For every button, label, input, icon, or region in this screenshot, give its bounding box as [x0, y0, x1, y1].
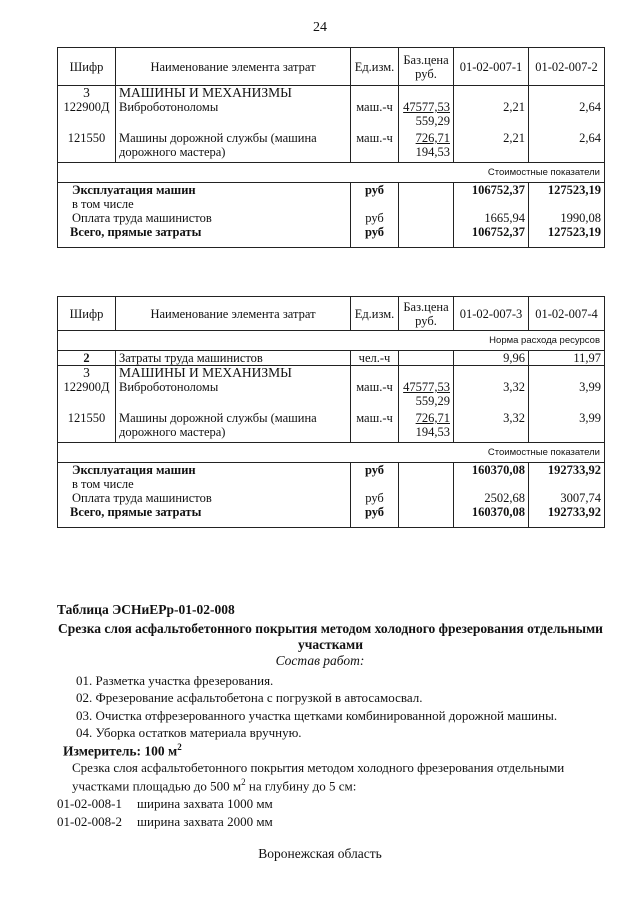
- table-header-row: [58, 297, 605, 331]
- col-header-name: Наименование элемента затрат: [116, 48, 351, 86]
- section-row: [58, 86, 605, 101]
- summary-row-exploitation: Эксплуатация машин руб 106752,37 127523,19: [58, 183, 605, 198]
- col-header-price: Баз.цена руб.: [399, 48, 454, 86]
- summary-row-operator-pay: Оплата труда машинистов руб 1665,94 1990,08: [58, 211, 605, 225]
- summary-row-including: в том числе: [58, 477, 605, 491]
- section-title: МАШИНЫ И МЕХАНИЗМЫ: [116, 86, 351, 101]
- measure-unit: Измеритель: 100 $м^2$: [63, 742, 182, 759]
- section-title: МАШИНЫ И МЕХАНИЗМЫ: [116, 366, 351, 381]
- summary-row-including: в том числе: [58, 197, 605, 211]
- col-header-rate-4: 01-02-007-4: [529, 297, 605, 331]
- section-code: 3: [58, 366, 116, 381]
- cost-indicators-band: Стоимостные показатели: [58, 443, 605, 463]
- summary-row-operator-pay: Оплата труда машинистов руб 2502,68 3007,74: [58, 491, 605, 505]
- work-item: 02. Фрезерование асфальтобетона с погрузкой в автосамосвал.: [76, 690, 423, 705]
- table-row: 121550 Машины дорожной службы (машина дорожного мастера) маш.-ч 726,71 194,53 2,21 2,64: [58, 128, 605, 163]
- summary-row-total: Всего, прямые затраты руб 160370,08 192733,92: [58, 505, 605, 528]
- table-title: Таблица ЭСНиЕРр-01-02-008: [57, 602, 235, 617]
- col-header-rate-3: 01-02-007-3: [454, 297, 529, 331]
- work-item: 03. Очистка отфрезерованного участка щетками комбинированной дорожной машины.: [76, 708, 558, 723]
- page-number: 24: [313, 20, 327, 35]
- col-header-name: Наименование элемента затрат: [116, 297, 351, 331]
- price-code: 01-02-008-2: [57, 814, 122, 829]
- col-header-code: Шифр: [58, 297, 116, 331]
- table-row: 122900Д Виброботоноломы маш.-ч 47577,53 559,29 3,32 3,99: [58, 380, 605, 408]
- page-footer: Воронежская область: [258, 846, 382, 861]
- section-code: 3: [58, 86, 116, 101]
- resource-table-1: [57, 47, 605, 248]
- band-row: [58, 443, 605, 463]
- band-row: [58, 331, 605, 351]
- price-description: ширина захвата 2000 мм: [137, 814, 273, 829]
- band-row: [58, 163, 605, 183]
- table-row: 121550 Машины дорожной службы (машина дорожного мастера) маш.-ч 726,71 194,53 3,32 3,99: [58, 408, 605, 443]
- resource-table-2: [57, 296, 605, 528]
- price-description: ширина захвата 1000 мм: [137, 796, 273, 811]
- price-code: 01-02-008-1: [57, 796, 122, 811]
- section-row: [58, 366, 605, 381]
- col-header-unit: Ед.изм.: [351, 297, 399, 331]
- table-header-row: [58, 48, 605, 86]
- summary-row-exploitation: Эксплуатация машин руб 160370,08 192733,92: [58, 463, 605, 478]
- col-header-price: Баз.цена руб.: [399, 297, 454, 331]
- resource-norm-band: Норма расхода ресурсов: [58, 331, 605, 351]
- col-header-rate-1: 01-02-007-1: [454, 48, 529, 86]
- table-row: 122900Д Виброботоноломы маш.-ч 47577,53 559,29 2,21 2,64: [58, 100, 605, 128]
- cost-indicators-band: Стоимостные показатели: [58, 163, 605, 183]
- composition-heading: Состав работ:: [275, 653, 365, 668]
- col-header-rate-2: 01-02-007-2: [529, 48, 605, 86]
- work-description: Срезка слоя асфальтобетонного покрытия методом холодного фрезерования отдельными участками площадью до 500 $м^2$ на глубину до 5 см:: [72, 760, 565, 794]
- summary-row-total: Всего, прямые затраты руб 106752,37 127523,19: [58, 225, 605, 248]
- work-item: 04. Уборка остатков материала вручную.: [76, 725, 302, 740]
- col-header-code: Шифр: [58, 48, 116, 86]
- labor-row: 2 Затраты труда машинистов чел.-ч 9,96 11,97: [58, 351, 605, 366]
- section-title: Срезка слоя асфальтобетонного покрытия методом холодного фрезерования отдельными участками: [58, 621, 603, 652]
- work-item: 01. Разметка участка фрезерования.: [76, 673, 274, 688]
- col-header-unit: Ед.изм.: [351, 48, 399, 86]
